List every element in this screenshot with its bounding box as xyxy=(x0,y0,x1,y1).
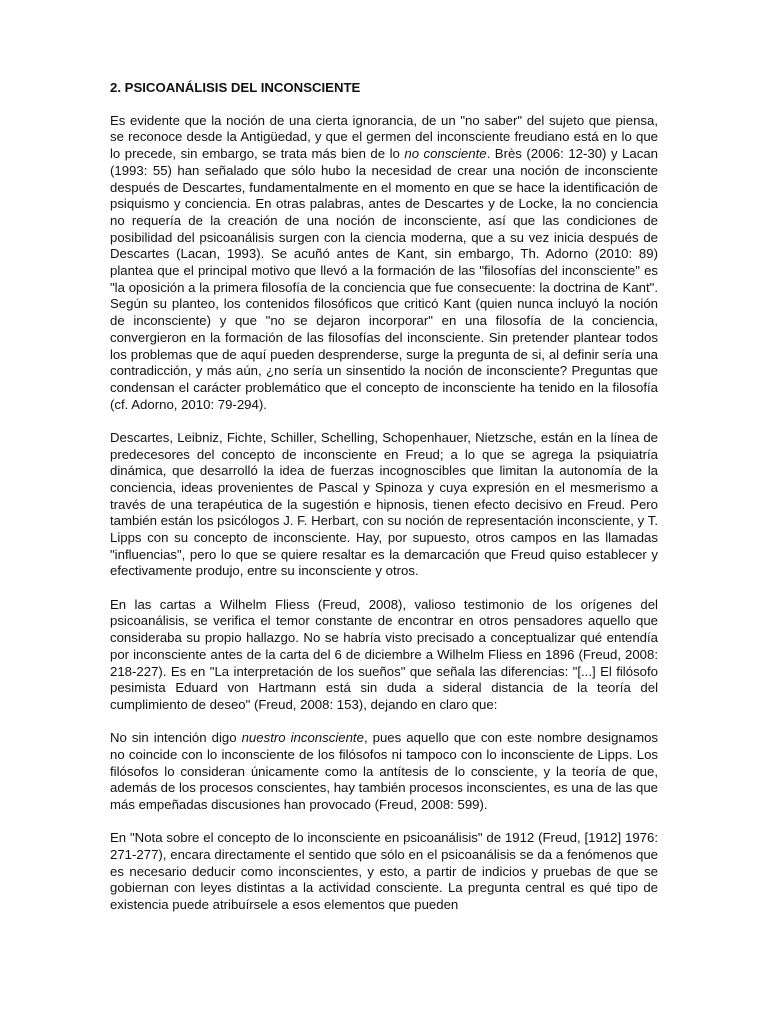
quote-run-1: No sin intención digo xyxy=(110,730,242,746)
paragraph-5-run-1: En "Nota sobre el concepto de lo inconsciente en psicoanálisis" de 1912 (Freud, [1912] 1976: 271-277), encara directamente el sentido que sólo en el psicoanálisis se da a fenómenos que es necesario deducir como inconscientes, y esto, a partir de indicios y pruebas de que se gobiernan con leyes distintas a la actividad consciente. La pregunta central es qué tipo de existencia puede atribuírsele a esos elementos que pueden xyxy=(110,830,658,912)
quote-run-2-italic: nuestro inconsciente xyxy=(241,730,364,746)
paragraph-1-run-3: . Brès (2006: 12-30) y Lacan (1993: 55) han señalado que sólo hubo la necesidad de crear una noción de inconsciente después de Descartes, fundamentalmente en el momento en que se hace la identificación de psiquismo y conciencia. En otras palabras, antes de Descartes y de Locke, la no conciencia no requería de la creación de una noción de inconsciente, así que las condiciones de posibilidad del psicoanálisis surgen con la ciencia moderna, que a su vez inicia después de Descartes (Lacan, 1993). Se acuñó antes de Kant, sin embargo, Th. Adorno (2010: 89) plantea que el principal motivo que llevó a la formación de las "filosofías del inconsciente" es "la oposición a la primera filosofía de la conciencia que fue consecuente: la doctrina de Kant". Según su planteo, los contenidos filosóficos que criticó Kant (quien nunca incluyó la noción de inconsciente) y que "no se dejaron incorporar" en una filosofía de la conciencia, convergieron en la formación de las filosofías del inconsciente. Sin pretender plantear todos los problemas que de aquí pueden desprenderse, surge la pregunta de si, al definir sería una contradicción, y más aún, ¿no sería un sinsentido la noción de inconsciente? Preguntas que condensan el carácter problemático que el concepto de inconsciente ha tenido en la filosofía (cf. Adorno, 2010: 79-294). xyxy=(110,146,658,412)
block-quote xyxy=(110,730,658,814)
quote-run-3: , pues aquello que con este nombre designamos no coincide con lo inconsciente de los filósofos ni tampoco con lo inconsciente de Lipps. Los filósofos lo consideran únicamente como la antítesis de lo consciente, y la teoría de que, además de los procesos conscientes, hay también procesos inconscientes, es una de las que más empeñadas discusiones han provocado (Freud, 2008: 599). xyxy=(110,730,659,812)
paragraph-2-run-1: Descartes, Leibniz, Fichte, Schiller, Schelling, Schopenhauer, Nietzsche, están en la línea de predecesores del concepto de inconsciente en Freud; a lo que se agrega la psiquiatría dinámica, que desarrolló la idea de fuerzas incognoscibles que limitan la autonomía de la conciencia, ideas provenientes de Pascal y Spinoza y cuya expresión en el mesmerismo a través de una terapéutica de la sugestión e hipnosis, tienen efecto decisivo en Freud. Pero también están los psicólogos J. F. Herbart, con su noción de representación inconsciente, y T. Lipps con su concepto de inconsciente. Hay, por supuesto, otros campos en las llamadas "influencias", pero lo que se quiere resaltar es la demarcación que Freud quiso establecer y efectivamente produjo, entre su inconsciente y otros. xyxy=(110,429,658,579)
section-heading: 2. PSICOANÁLISIS DEL INCONSCIENTE xyxy=(110,80,361,95)
paragraph-3 xyxy=(110,597,658,714)
paragraph-1-run-1: Es evidente que la noción de una cierta ignorancia, de un "no saber" del sujeto que piensa, se reconoce desde la Antigüedad, y que el germen del inconsciente freudiano está en lo que lo precede, sin embargo, se trata más bien de lo xyxy=(110,112,658,162)
paragraph-2 xyxy=(110,430,658,580)
paragraph-3-run-1: En las cartas a Wilhelm Fliess (Freud, 2008), valioso testimonio de los orígenes del psicoanálisis, se verifica el temor constante de encontrar en otros pensadores aquello que consideraba su propio hallazgo. No se habría visto precisado a conceptualizar qué entendía por inconsciente antes de la carta del 6 de diciembre a Wilhelm Fliess en 1896 (Freud, 2008: 218-227). Es en "La interpretación de los sueños" que señala las diferencias: "[...] El filósofo pesimista Eduard von Hartmann está sin duda a sideral distancia de la teoría del cumplimiento de deseo" (Freud, 2008: 153), dejando en claro que: xyxy=(110,596,658,712)
document-page xyxy=(110,80,658,914)
paragraph-5 xyxy=(110,830,658,914)
paragraph-1-run-2-italic: no consciente xyxy=(404,146,487,162)
paragraph-1 xyxy=(110,113,658,414)
